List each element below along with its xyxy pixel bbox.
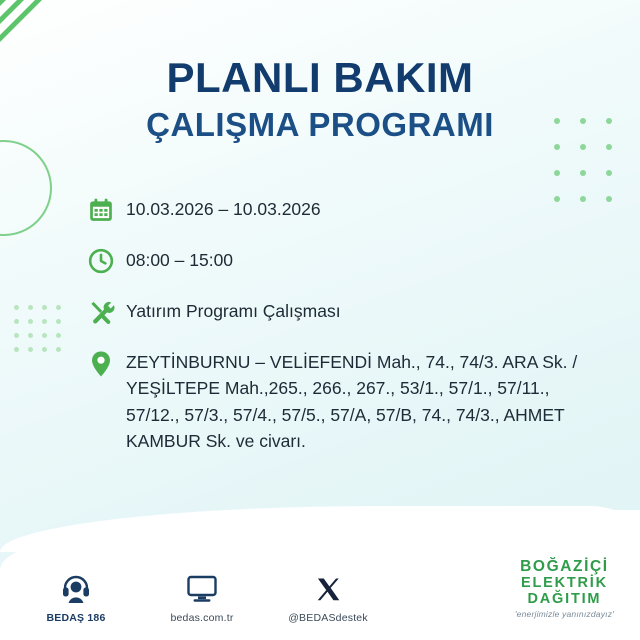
contact-phone[interactable] bbox=[30, 572, 122, 624]
page-title: PLANLI BAKIM bbox=[166, 54, 474, 101]
contact-social[interactable] bbox=[282, 572, 374, 624]
contact-list bbox=[30, 572, 374, 624]
detail-row-date bbox=[84, 196, 600, 227]
maintenance-date: 10.03.2026 – 10.03.2026 bbox=[126, 199, 321, 219]
maintenance-details bbox=[84, 196, 600, 474]
tools-icon bbox=[84, 299, 118, 329]
poster-header bbox=[0, 56, 640, 144]
detail-row-work-type bbox=[84, 298, 600, 329]
brand-line-3: DAĞITIM bbox=[527, 591, 602, 608]
headset-support-icon bbox=[61, 572, 91, 606]
maintenance-work-type: Yatırım Programı Çalışması bbox=[126, 301, 341, 321]
contact-website-label: bedas.com.tr bbox=[170, 612, 234, 624]
page-subtitle: ÇALIŞMA PROGRAMI bbox=[146, 106, 494, 144]
location-pin-icon bbox=[84, 350, 118, 380]
x-social-icon bbox=[315, 572, 342, 606]
clock-icon bbox=[84, 248, 118, 278]
brand-slogan: 'enerjimizle yanınızdayız' bbox=[514, 609, 614, 620]
calendar-icon bbox=[84, 197, 118, 227]
detail-row-time bbox=[84, 247, 600, 278]
brand-line-2: ELEKTRİK bbox=[520, 575, 608, 592]
contact-social-label: @BEDASdestek bbox=[288, 612, 368, 624]
maintenance-location: ZEYTİNBURNU – VELİEFENDİ Mah., 74., 74/3. ARA Sk. / YEŞİLTEPE Mah.,265., 266., 267., 53/1., 57/1., 57/11., 57/12., 57/3., 57/4., 57/5., 57/A, 57/B, 74., 74/3., AHMET KAMBUR Sk. ve civarı. bbox=[126, 352, 578, 451]
dot-grid-decoration-left bbox=[14, 305, 61, 352]
circle-outline-decoration bbox=[0, 140, 52, 236]
contact-website[interactable] bbox=[156, 572, 248, 624]
company-logo bbox=[515, 558, 614, 620]
detail-row-location bbox=[84, 349, 600, 454]
maintenance-time: 08:00 – 15:00 bbox=[126, 250, 234, 270]
brand-line-1: BOĞAZİÇİ bbox=[520, 557, 609, 575]
monitor-web-icon bbox=[186, 572, 218, 606]
contact-phone-label: BEDAŞ 186 bbox=[46, 612, 106, 624]
poster-footer bbox=[0, 540, 640, 626]
